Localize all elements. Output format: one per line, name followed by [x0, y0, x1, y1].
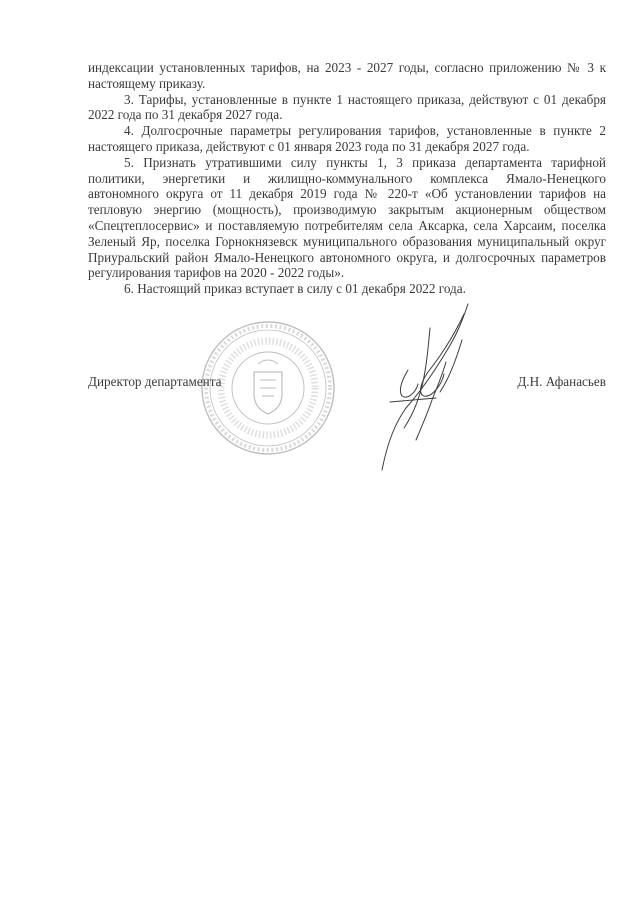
- handwritten-signature-icon: [372, 300, 472, 475]
- paragraph-5: 5. Признать утратившими силу пункты 1, 3 приказа департамента тарифной политики, энергетики и жилищно-коммунального комплекса Ямало-Ненецкого автономного округа от 11 декабря 2019 года № 220-т «Об установлении тарифов на тепловую энергию (мощность), производимую закрытым акционерным обществом «Спецтеплосервис» и поставляемую потребителям села Аксарка, села Харсаим, поселка Зеленый Яр, поселка Горнокнязевск муниципального образования муниципальный округ Приуральский район Ямало-Ненецкого автономного округа, и долгосрочных параметров регулирования тарифов на 2020 - 2022 годы».: [88, 154, 606, 281]
- paragraph-continuation: индексации установленных тарифов, на 2023 - 2027 годы, согласно приложению № 3 к настоящему приказу.: [88, 60, 606, 91]
- signatory-title: Директор департамента: [88, 374, 222, 389]
- signatory-name: Д.Н. Афанасьев: [517, 374, 606, 389]
- paragraph-4: 4. Долгосрочные параметры регулирования тарифов, установленные в пункте 2 настоящего приказа, действуют с 01 января 2023 года по 31 декабря 2027 года.: [88, 123, 606, 154]
- paragraph-6: 6. Настоящий приказ вступает в силу с 01 декабря 2022 года.: [124, 281, 466, 297]
- document-body: [88, 60, 606, 297]
- paragraph-3: 3. Тарифы, установленные в пункте 1 настоящего приказа, действуют с 01 декабря 2022 года по 31 декабря 2027 года.: [88, 91, 606, 123]
